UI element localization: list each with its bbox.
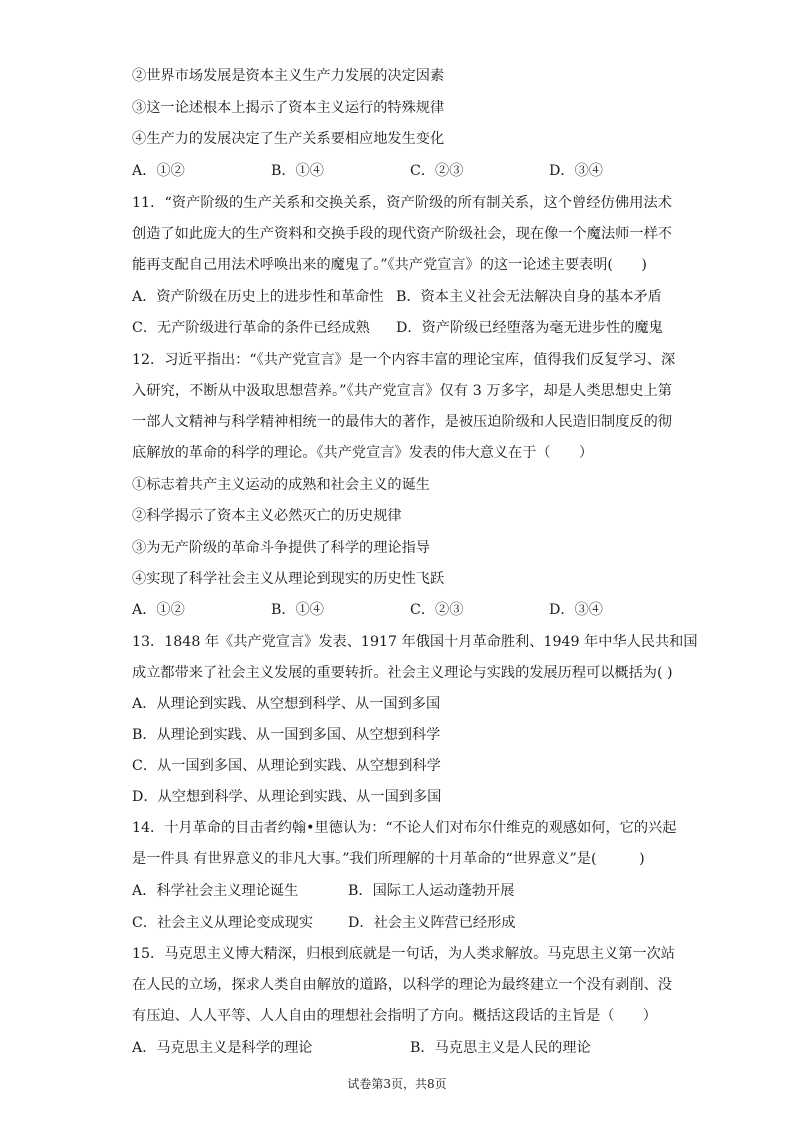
q11-stem-line-3: 能再支配自己用法术呼唤出来的魔鬼了。”《共产党宣言》的这一论述主要表明( ) (132, 257, 647, 273)
q12-option-c: C．②③ (410, 602, 464, 618)
q12-stem-line-1: 12．习近平指出：“《共产党宣言》是一个内容丰富的理论宝库，值得我们反复学习、深 (132, 352, 676, 368)
q15-stem-line-2: 在人民的立场，探求人类自由解放的道路，以科学的理论为最终建立一个没有剥削、没 (132, 977, 672, 993)
q10-statement-3: ③这一论述根本上揭示了资本主义运行的特殊规律 (132, 100, 445, 116)
q10-option-a: A．①② (132, 163, 185, 179)
q12-statement-1: ①标志着共产主义运动的成熟和社会主义的诞生 (132, 477, 430, 493)
q13-stem-line-2: 成立都带来了社会主义发展的重要转折。社会主义理论与实践的发展历程可以概括为( ) (132, 665, 673, 681)
page-footer: 试卷第3页，共8页 (347, 1077, 447, 1091)
q12-statement-4: ④实现了科学社会主义从理论到现实的历史性飞跃 (132, 571, 445, 587)
q12-stem-line-4: 底解放的革命的科学的理论。《共产党宣言》发表的伟大意义在于（ ） (132, 445, 594, 461)
q12-stem-line-2: 入研究，不断从中汲取思想营养。”《共产党宣言》仅有 3 万多字，却是人类思想史上第 (132, 383, 672, 399)
q14-stem-line-1: 14．十月革命的目击者约翰•里德认为：“不论人们对布尔什维克的观感如何，它的兴起 (132, 820, 677, 836)
q14-option-a: A．科学社会主义理论诞生 (132, 883, 299, 899)
q10-option-d: D．③④ (549, 163, 603, 179)
q15-stem-line-1: 15．马克思主义博大精深，归根到底就是一句话，为人类求解放。马克思主义第一次站 (132, 946, 675, 962)
q12-statement-3: ③为无产阶级的革命斗争提供了科学的理论指导 (132, 540, 430, 556)
q10-option-b: B．①④ (271, 163, 324, 179)
q11-option-a: A．资产阶级在历史上的进步性和革命性 (132, 289, 384, 305)
q13-stem-line-1: 13．1848 年《共产党宣言》发表、1917 年俄国十月革命胜利、1949 年中华人民共和国 (132, 634, 698, 650)
q13-option-c: C．从一国到多国、从理论到实践、从空想到科学 (132, 758, 441, 774)
q14-stem-line-2: 是一件具 有世界意义的非凡大事。”我们所理解的十月革命的“世界意义”是( ) (132, 851, 645, 867)
q15-option-a: A．马克思主义是科学的理论 (132, 1040, 313, 1056)
q11-option-c: C．无产阶级进行革命的条件已经成熟 (132, 320, 370, 336)
q13-option-b: B．从理论到实践、从一国到多国、从空想到科学 (132, 727, 441, 743)
q14-option-c: C．社会主义从理论变成现实 (132, 915, 314, 931)
q11-stem-line-1: 11．“资产阶级的生产关系和交换关系，资产阶级的所有制关系，这个曾经仿佛用法术 (132, 195, 672, 211)
q12-option-b: B．①④ (271, 602, 324, 618)
q12-stem-line-3: 一部人文精神与科学精神相统一的最伟大的著作，是被压迫阶级和人民造旧制度反的彻 (132, 414, 672, 430)
q12-statement-2: ②科学揭示了资本主义必然灭亡的历史规律 (132, 508, 402, 524)
q14-option-d: D．社会主义阵营已经形成 (348, 915, 516, 931)
q12-option-d: D．③④ (549, 602, 603, 618)
q11-option-b: B．资本主义社会无法解决自身的基本矛盾 (396, 289, 662, 305)
q13-option-d: D．从空想到科学、从理论到实践、从一国到多国 (132, 789, 442, 805)
q10-statement-4: ④生产力的发展决定了生产关系要相应地发生变化 (132, 131, 445, 147)
q10-option-c: C．②③ (410, 163, 464, 179)
q10-statement-2: ②世界市场发展是资本主义生产力发展的决定因素 (132, 68, 445, 84)
q13-option-a: A．从理论到实践、从空想到科学、从一国到多国 (132, 696, 441, 712)
q12-option-a: A．①② (132, 602, 185, 618)
q14-option-b: B．国际工人运动蓬勃开展 (348, 883, 515, 899)
q11-stem-line-2: 创造了如此庞大的生产资料和交换手段的现代资产阶级社会，现在像一个魔法师一样不 (132, 226, 672, 242)
q15-stem-line-3: 有压迫、人人平等、人人自由的理想社会指明了方向。概括这段话的主旨是（ ） (132, 1008, 657, 1024)
q11-option-d: D．资产阶级已经堕落为毫无进步性的魔鬼 (396, 320, 663, 336)
q15-option-b: B．马克思主义是人民的理论 (410, 1040, 591, 1056)
